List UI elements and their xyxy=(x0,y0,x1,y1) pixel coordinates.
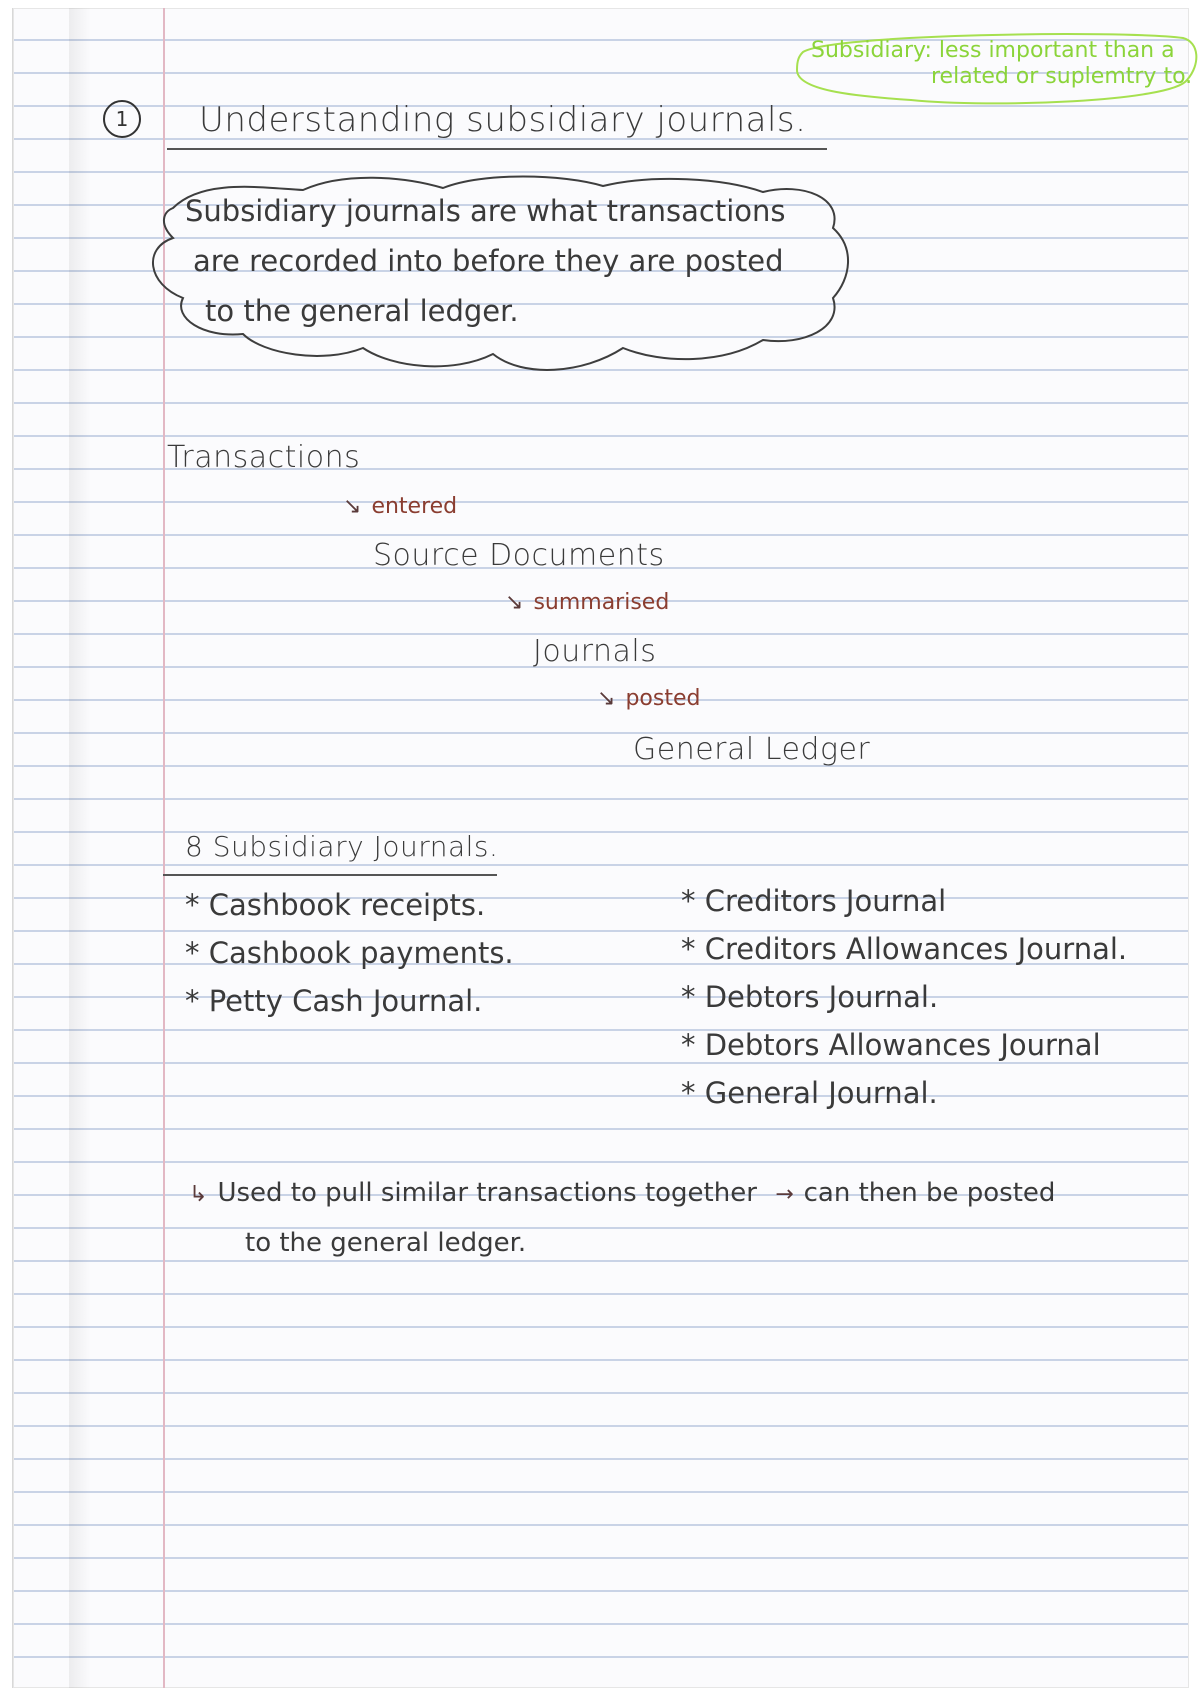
flow-arrow-summarised xyxy=(505,590,669,615)
journal-item-right: * Creditors Allowances Journal. xyxy=(681,932,1128,966)
page-title: Understanding subsidiary journals. xyxy=(199,100,807,140)
note-line-2: related or suplemtry to. xyxy=(931,64,1193,89)
journal-item-right: * Debtors Allowances Journal xyxy=(681,1028,1101,1062)
arrow-down-right-icon: ↘ xyxy=(597,686,616,711)
arrow-down-right-icon: ↘ xyxy=(505,590,524,615)
title-underline xyxy=(167,148,827,150)
flow-general-ledger: General Ledger xyxy=(633,732,871,767)
arrow-right-icon: ↳ xyxy=(189,1182,208,1207)
flow-label-posted: posted xyxy=(625,686,701,711)
journal-item-right: * Debtors Journal. xyxy=(681,980,939,1014)
journal-item-left: * Cashbook receipts. xyxy=(185,888,486,922)
definition-line-1: Subsidiary journals are what transactions xyxy=(185,194,786,228)
flow-transactions: Transactions xyxy=(167,440,361,475)
journal-item-right: * Creditors Journal xyxy=(681,884,947,918)
purpose-line-2: to the general ledger. xyxy=(245,1228,527,1258)
binding-shadow xyxy=(69,8,91,1688)
notebook-page xyxy=(12,8,1193,1688)
purpose-text-1-tail: can then be posted xyxy=(803,1178,1056,1208)
journal-item-left: * Cashbook payments. xyxy=(185,936,514,970)
journals-heading: 8 Subsidiary Journals. xyxy=(185,830,499,863)
flow-arrow-posted xyxy=(597,686,700,711)
definition-side-note xyxy=(791,30,1200,100)
journals-heading-underline xyxy=(163,874,497,876)
definition-line-3: to the general ledger. xyxy=(205,294,519,328)
definition-line-2: are recorded into before they are posted xyxy=(193,244,784,278)
flow-label-summarised: summarised xyxy=(533,590,670,615)
purpose-line-1 xyxy=(189,1178,1055,1208)
journal-item-left: * Petty Cash Journal. xyxy=(185,984,483,1018)
arrow-down-right-icon: ↘ xyxy=(343,494,362,519)
journal-item-right: * General Journal. xyxy=(681,1076,938,1110)
section-number: 1 xyxy=(103,100,141,138)
arrow-right-icon: → xyxy=(775,1182,794,1207)
flow-arrow-entered xyxy=(343,494,457,519)
flow-journals: Journals xyxy=(533,634,657,669)
purpose-text-1: Used to pull similar transactions together xyxy=(217,1178,757,1208)
note-line-1: Subsidiary: less important than a xyxy=(811,38,1175,63)
flow-source-documents: Source Documents xyxy=(373,538,665,573)
flow-label-entered: entered xyxy=(371,494,458,519)
